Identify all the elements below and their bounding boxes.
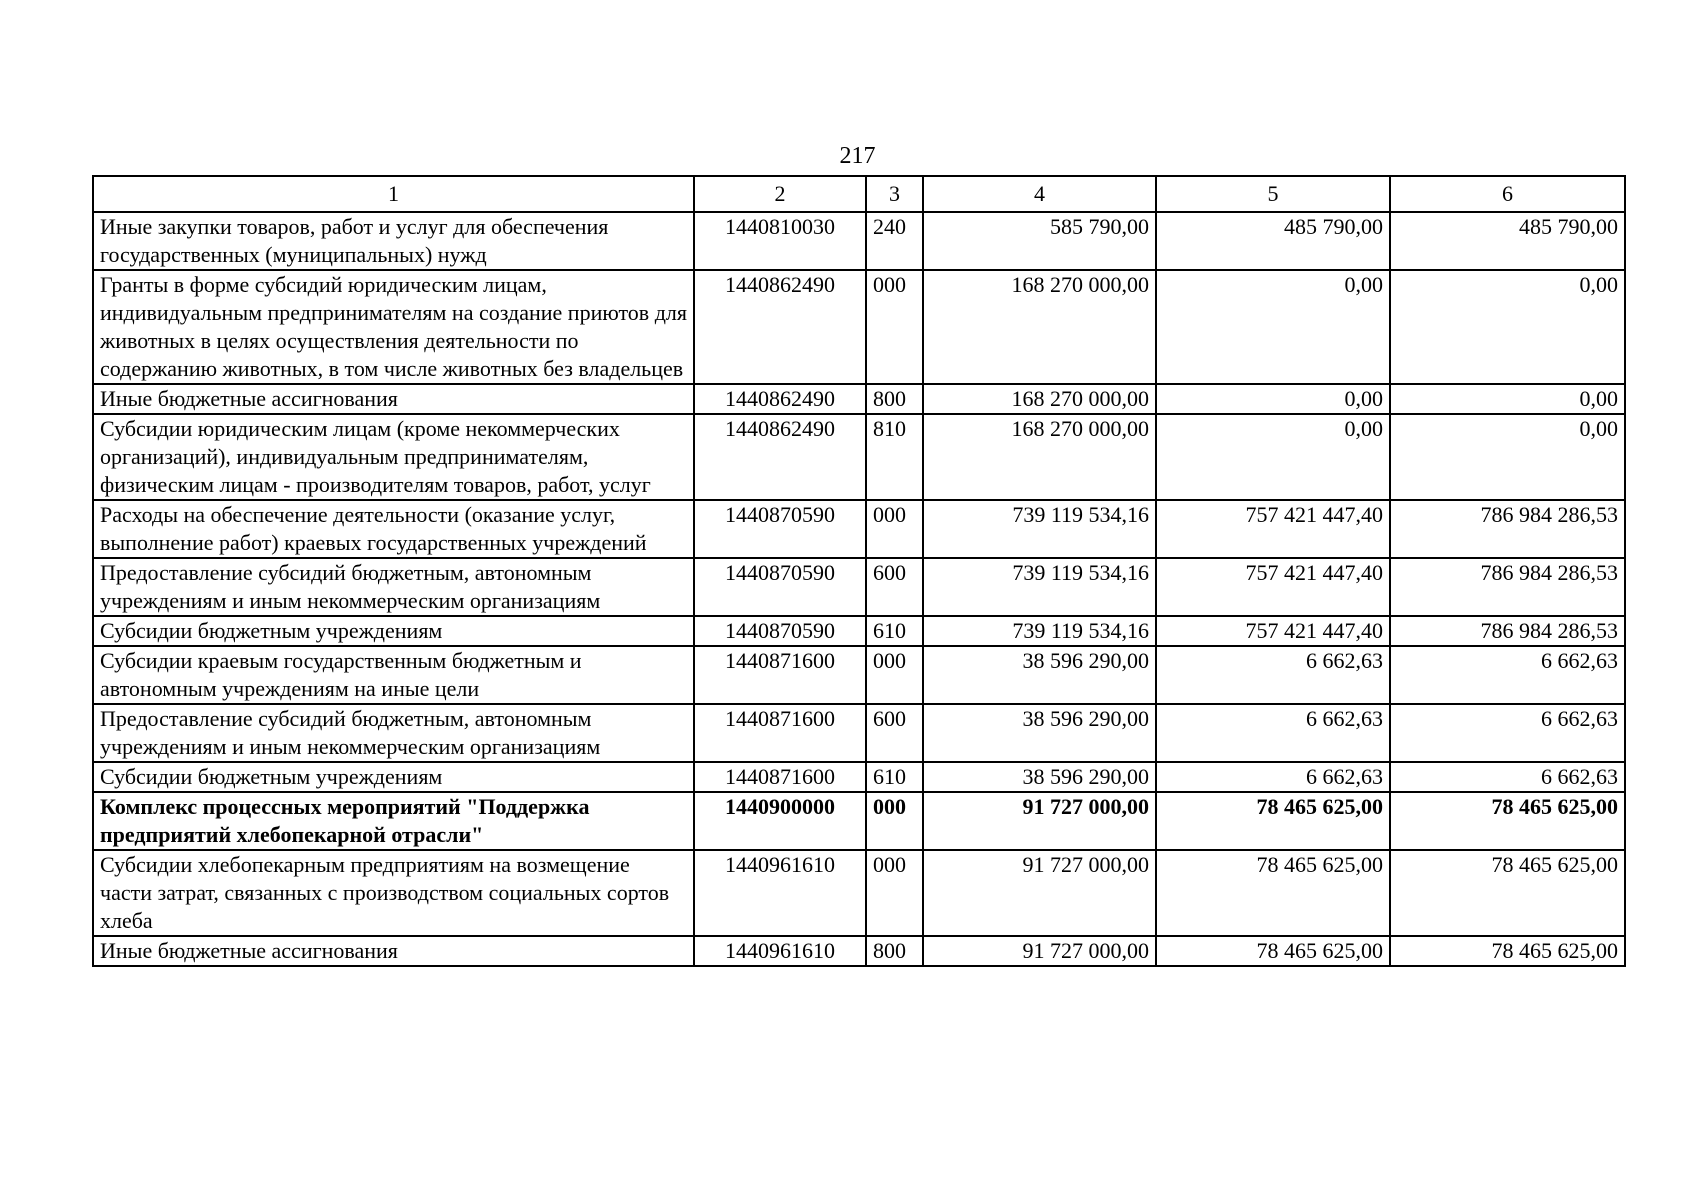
row-amount-col4: 38 596 290,00 xyxy=(923,762,1156,792)
row-target-article: 1440961610 xyxy=(694,936,866,966)
row-name: Субсидии краевым государственным бюджетным и автономным учреждениям на иные цели xyxy=(93,646,694,704)
row-amount-col5: 757 421 447,40 xyxy=(1156,500,1390,558)
row-amount-col6: 786 984 286,53 xyxy=(1390,616,1625,646)
row-expense-type: 800 xyxy=(866,384,923,414)
row-amount-col5: 757 421 447,40 xyxy=(1156,616,1390,646)
row-name: Иные закупки товаров, работ и услуг для обеспечения государственных (муниципальных) нужд xyxy=(93,212,694,270)
row-amount-col4: 91 727 000,00 xyxy=(923,936,1156,966)
table-row xyxy=(93,936,1625,966)
row-target-article: 1440870590 xyxy=(694,616,866,646)
row-target-article: 1440862490 xyxy=(694,384,866,414)
row-target-article: 1440870590 xyxy=(694,500,866,558)
table-body xyxy=(93,212,1625,966)
table-row xyxy=(93,212,1625,270)
row-amount-col4: 91 727 000,00 xyxy=(923,792,1156,850)
table-row xyxy=(93,500,1625,558)
row-expense-type: 000 xyxy=(866,792,923,850)
row-name: Иные бюджетные ассигнования xyxy=(93,384,694,414)
row-amount-col6: 78 465 625,00 xyxy=(1390,936,1625,966)
row-amount-col4: 38 596 290,00 xyxy=(923,704,1156,762)
row-name: Комплекс процессных мероприятий "Поддержка предприятий хлебопекарной отрасли" xyxy=(93,792,694,850)
row-expense-type: 810 xyxy=(866,414,923,500)
row-expense-type: 600 xyxy=(866,704,923,762)
row-amount-col5: 78 465 625,00 xyxy=(1156,792,1390,850)
row-amount-col5: 0,00 xyxy=(1156,270,1390,384)
table-row xyxy=(93,384,1625,414)
row-name: Субсидии бюджетным учреждениям xyxy=(93,762,694,792)
table-row xyxy=(93,414,1625,500)
row-amount-col4: 739 119 534,16 xyxy=(923,500,1156,558)
row-amount-col6: 6 662,63 xyxy=(1390,646,1625,704)
budget-table xyxy=(92,175,1626,967)
row-expense-type: 000 xyxy=(866,270,923,384)
row-amount-col6: 78 465 625,00 xyxy=(1390,850,1625,936)
row-amount-col6: 0,00 xyxy=(1390,414,1625,500)
row-amount-col6: 786 984 286,53 xyxy=(1390,558,1625,616)
row-target-article: 1440870590 xyxy=(694,558,866,616)
row-amount-col6: 0,00 xyxy=(1390,384,1625,414)
row-expense-type: 610 xyxy=(866,616,923,646)
row-amount-col6: 485 790,00 xyxy=(1390,212,1625,270)
row-name: Предоставление субсидий бюджетным, автономным учреждениям и иным некоммерческим организациям xyxy=(93,704,694,762)
row-amount-col5: 6 662,63 xyxy=(1156,646,1390,704)
row-target-article: 1440900000 xyxy=(694,792,866,850)
row-amount-col5: 0,00 xyxy=(1156,414,1390,500)
table-row xyxy=(93,792,1625,850)
row-amount-col6: 6 662,63 xyxy=(1390,762,1625,792)
column-header: 4 xyxy=(923,176,1156,212)
column-header: 2 xyxy=(694,176,866,212)
row-name: Предоставление субсидий бюджетным, автономным учреждениям и иным некоммерческим организациям xyxy=(93,558,694,616)
row-amount-col4: 168 270 000,00 xyxy=(923,270,1156,384)
row-amount-col4: 585 790,00 xyxy=(923,212,1156,270)
row-name: Иные бюджетные ассигнования xyxy=(93,936,694,966)
row-amount-col5: 78 465 625,00 xyxy=(1156,936,1390,966)
row-amount-col5: 78 465 625,00 xyxy=(1156,850,1390,936)
row-amount-col4: 38 596 290,00 xyxy=(923,646,1156,704)
row-amount-col4: 168 270 000,00 xyxy=(923,414,1156,500)
row-target-article: 1440871600 xyxy=(694,646,866,704)
table-row xyxy=(93,762,1625,792)
row-amount-col5: 0,00 xyxy=(1156,384,1390,414)
row-name: Субсидии хлебопекарным предприятиям на возмещение части затрат, связанных с производством социальных сортов хлеба xyxy=(93,850,694,936)
column-header: 3 xyxy=(866,176,923,212)
row-target-article: 1440871600 xyxy=(694,762,866,792)
header-row xyxy=(93,176,1625,212)
row-target-article: 1440810030 xyxy=(694,212,866,270)
row-amount-col5: 757 421 447,40 xyxy=(1156,558,1390,616)
row-expense-type: 600 xyxy=(866,558,923,616)
row-name: Субсидии бюджетным учреждениям xyxy=(93,616,694,646)
page-number: 217 xyxy=(839,143,876,169)
row-expense-type: 240 xyxy=(866,212,923,270)
table-row xyxy=(93,270,1625,384)
table-row xyxy=(93,704,1625,762)
table-row xyxy=(93,616,1625,646)
column-header: 6 xyxy=(1390,176,1625,212)
row-amount-col6: 78 465 625,00 xyxy=(1390,792,1625,850)
row-amount-col4: 739 119 534,16 xyxy=(923,558,1156,616)
row-expense-type: 800 xyxy=(866,936,923,966)
row-amount-col6: 0,00 xyxy=(1390,270,1625,384)
row-expense-type: 000 xyxy=(866,850,923,936)
row-amount-col6: 6 662,63 xyxy=(1390,704,1625,762)
row-amount-col5: 6 662,63 xyxy=(1156,762,1390,792)
column-header: 5 xyxy=(1156,176,1390,212)
row-amount-col5: 6 662,63 xyxy=(1156,704,1390,762)
row-name: Расходы на обеспечение деятельности (оказание услуг, выполнение работ) краевых государственных учреждений xyxy=(93,500,694,558)
row-target-article: 1440871600 xyxy=(694,704,866,762)
row-target-article: 1440862490 xyxy=(694,414,866,500)
row-name: Гранты в форме субсидий юридическим лицам, индивидуальным предпринимателям на создание приютов для животных в целях осуществления деятельности по содержанию животных, в том числе животных без владельцев xyxy=(93,270,694,384)
row-amount-col5: 485 790,00 xyxy=(1156,212,1390,270)
row-expense-type: 000 xyxy=(866,646,923,704)
table-row xyxy=(93,646,1625,704)
row-name: Субсидии юридическим лицам (кроме некоммерческих организаций), индивидуальным предпринимателям, физическим лицам - производителям товаров, работ, услуг xyxy=(93,414,694,500)
table-row xyxy=(93,850,1625,936)
row-target-article: 1440862490 xyxy=(694,270,866,384)
row-amount-col4: 168 270 000,00 xyxy=(923,384,1156,414)
row-expense-type: 000 xyxy=(866,500,923,558)
row-amount-col4: 91 727 000,00 xyxy=(923,850,1156,936)
table-row xyxy=(93,558,1625,616)
row-amount-col6: 786 984 286,53 xyxy=(1390,500,1625,558)
column-header: 1 xyxy=(93,176,694,212)
row-target-article: 1440961610 xyxy=(694,850,866,936)
row-amount-col4: 739 119 534,16 xyxy=(923,616,1156,646)
row-expense-type: 610 xyxy=(866,762,923,792)
